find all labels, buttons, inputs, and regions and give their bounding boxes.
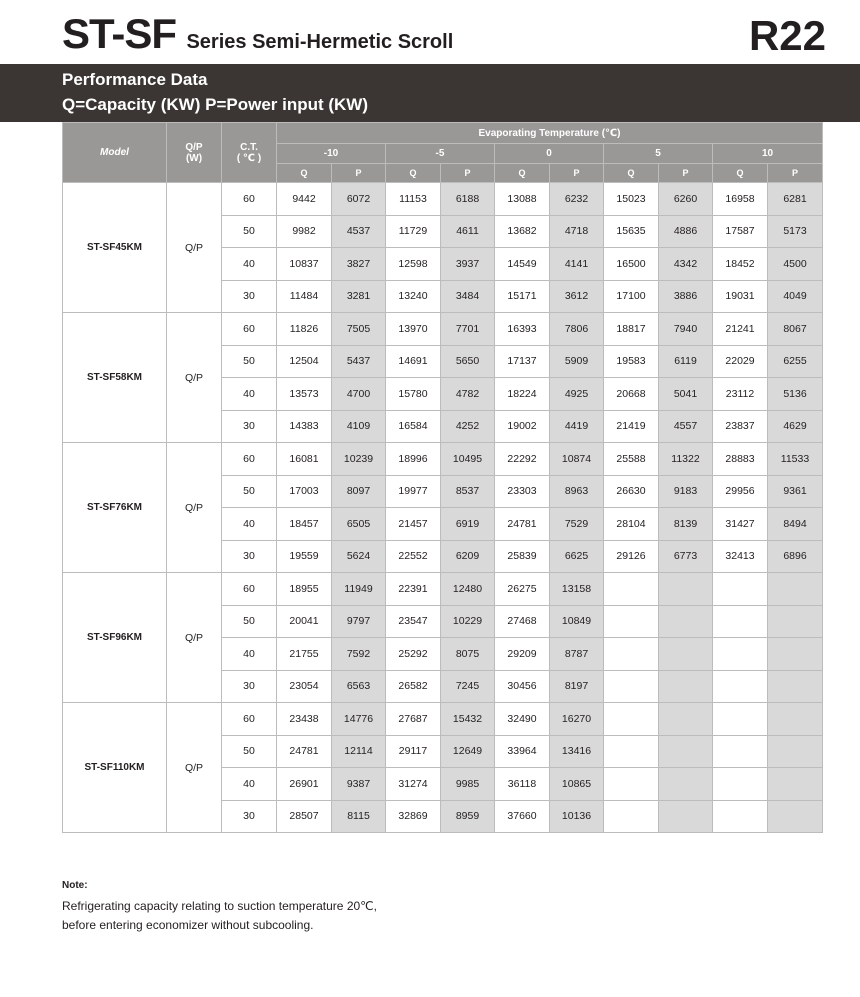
capacity-cell: 13088 (495, 183, 550, 216)
capacity-cell (604, 670, 659, 703)
power-cell: 4611 (441, 215, 495, 248)
capacity-cell: 11153 (386, 183, 441, 216)
capacity-cell: 23054 (277, 670, 332, 703)
capacity-cell: 18224 (495, 378, 550, 411)
capacity-cell: 26630 (604, 475, 659, 508)
capacity-cell: 25839 (495, 540, 550, 573)
condensing-temp-cell: 30 (222, 540, 277, 573)
power-cell: 16270 (550, 703, 604, 736)
capacity-cell (604, 735, 659, 768)
capacity-cell (604, 605, 659, 638)
power-cell: 12480 (441, 573, 495, 606)
condensing-temp-cell: 40 (222, 378, 277, 411)
power-cell: 10239 (332, 443, 386, 476)
model-name-cell: ST-SF45KM (63, 183, 167, 313)
capacity-cell (713, 605, 768, 638)
power-cell: 9797 (332, 605, 386, 638)
power-cell: 13158 (550, 573, 604, 606)
power-cell (659, 768, 713, 801)
capacity-cell: 24781 (495, 508, 550, 541)
power-cell: 4557 (659, 410, 713, 443)
capacity-cell: 10837 (277, 248, 332, 281)
capacity-cell: 21755 (277, 638, 332, 671)
capacity-cell: 12504 (277, 345, 332, 378)
evap-temp-header: 0 (495, 144, 604, 164)
power-cell: 6260 (659, 183, 713, 216)
power-cell: 7529 (550, 508, 604, 541)
ct-unit-line: ( ℃ ) (236, 152, 262, 164)
document-title (62, 10, 453, 58)
condensing-temp-cell: 60 (222, 313, 277, 346)
power-cell (659, 800, 713, 833)
condensing-temp-cell: 60 (222, 703, 277, 736)
power-cell: 5909 (550, 345, 604, 378)
power-cell (768, 638, 823, 671)
ct-header-line: C.T. (240, 141, 258, 153)
power-cell: 10136 (550, 800, 604, 833)
power-cell: 7245 (441, 670, 495, 703)
model-name-cell: ST-SF58KM (63, 313, 167, 443)
power-cell: 7592 (332, 638, 386, 671)
capacity-cell: 15171 (495, 280, 550, 313)
capacity-cell: 18452 (713, 248, 768, 281)
qp-cell: Q/P (167, 443, 222, 573)
capacity-cell: 29209 (495, 638, 550, 671)
capacity-cell (604, 800, 659, 833)
capacity-cell: 14691 (386, 345, 441, 378)
power-cell (768, 800, 823, 833)
capacity-cell: 26582 (386, 670, 441, 703)
power-subheader: P (550, 164, 604, 183)
condensing-temp-cell: 30 (222, 410, 277, 443)
power-cell: 3937 (441, 248, 495, 281)
capacity-cell: 26901 (277, 768, 332, 801)
capacity-subheader: Q (495, 164, 550, 183)
evap-temp-header: 10 (713, 144, 823, 164)
qp-header-line: Q/P (185, 141, 203, 153)
power-cell: 8959 (441, 800, 495, 833)
refrigerant-label: R22 (748, 12, 826, 59)
power-cell: 4629 (768, 410, 823, 443)
capacity-cell: 16393 (495, 313, 550, 346)
capacity-cell: 17003 (277, 475, 332, 508)
power-cell: 9183 (659, 475, 713, 508)
capacity-cell (604, 768, 659, 801)
capacity-cell: 13682 (495, 215, 550, 248)
banner-legend: Q=Capacity (KW) P=Power input (KW) (62, 95, 369, 114)
condensing-temp-cell: 40 (222, 768, 277, 801)
capacity-cell: 14549 (495, 248, 550, 281)
power-cell: 9361 (768, 475, 823, 508)
capacity-cell: 16081 (277, 443, 332, 476)
capacity-cell: 28104 (604, 508, 659, 541)
condensing-temp-cell: 40 (222, 248, 277, 281)
capacity-cell: 33964 (495, 735, 550, 768)
power-cell (659, 638, 713, 671)
model-column-header: Model (63, 123, 167, 183)
condensing-temp-cell: 50 (222, 735, 277, 768)
capacity-subheader: Q (386, 164, 441, 183)
capacity-cell: 13970 (386, 313, 441, 346)
power-cell: 5437 (332, 345, 386, 378)
power-cell: 6209 (441, 540, 495, 573)
condensing-temp-cell: 30 (222, 800, 277, 833)
capacity-cell: 22292 (495, 443, 550, 476)
power-subheader: P (659, 164, 713, 183)
capacity-cell (604, 703, 659, 736)
power-cell: 6505 (332, 508, 386, 541)
capacity-cell: 24781 (277, 735, 332, 768)
capacity-subheader: Q (277, 164, 332, 183)
power-cell: 3484 (441, 280, 495, 313)
power-cell: 10495 (441, 443, 495, 476)
capacity-cell: 22391 (386, 573, 441, 606)
capacity-cell: 36118 (495, 768, 550, 801)
capacity-cell: 26275 (495, 573, 550, 606)
capacity-cell (713, 638, 768, 671)
capacity-cell: 25292 (386, 638, 441, 671)
power-cell: 7505 (332, 313, 386, 346)
capacity-cell: 9442 (277, 183, 332, 216)
power-cell: 12649 (441, 735, 495, 768)
power-cell: 6919 (441, 508, 495, 541)
power-cell: 7940 (659, 313, 713, 346)
capacity-cell: 20041 (277, 605, 332, 638)
capacity-subheader: Q (713, 164, 768, 183)
power-cell (659, 573, 713, 606)
power-cell: 6281 (768, 183, 823, 216)
power-cell: 3612 (550, 280, 604, 313)
power-cell: 7806 (550, 313, 604, 346)
capacity-cell (713, 703, 768, 736)
capacity-subheader: Q (604, 164, 659, 183)
power-cell: 8537 (441, 475, 495, 508)
power-cell: 4109 (332, 410, 386, 443)
capacity-cell: 18817 (604, 313, 659, 346)
qp-cell: Q/P (167, 313, 222, 443)
power-cell: 3886 (659, 280, 713, 313)
power-cell (659, 703, 713, 736)
power-subheader: P (768, 164, 823, 183)
power-cell: 4925 (550, 378, 604, 411)
power-cell: 6896 (768, 540, 823, 573)
power-cell: 4718 (550, 215, 604, 248)
section-banner (0, 64, 860, 122)
power-cell: 8494 (768, 508, 823, 541)
power-cell: 4500 (768, 248, 823, 281)
condensing-temp-cell: 60 (222, 183, 277, 216)
capacity-cell: 11729 (386, 215, 441, 248)
capacity-cell: 23837 (713, 410, 768, 443)
capacity-cell (713, 735, 768, 768)
power-cell: 9985 (441, 768, 495, 801)
capacity-cell (713, 768, 768, 801)
capacity-cell: 29117 (386, 735, 441, 768)
power-cell: 4886 (659, 215, 713, 248)
capacity-cell (604, 638, 659, 671)
condensing-temp-cell: 60 (222, 443, 277, 476)
note-title: Note: (62, 880, 88, 891)
power-cell: 6625 (550, 540, 604, 573)
qp-cell: Q/P (167, 573, 222, 703)
power-cell: 12114 (332, 735, 386, 768)
power-cell: 10849 (550, 605, 604, 638)
power-cell: 4342 (659, 248, 713, 281)
capacity-cell (713, 800, 768, 833)
power-cell: 3827 (332, 248, 386, 281)
power-subheader: P (441, 164, 495, 183)
power-cell (768, 605, 823, 638)
power-cell: 4049 (768, 280, 823, 313)
capacity-cell: 29126 (604, 540, 659, 573)
power-cell: 6232 (550, 183, 604, 216)
capacity-cell: 21419 (604, 410, 659, 443)
power-cell: 15432 (441, 703, 495, 736)
capacity-cell (713, 573, 768, 606)
condensing-temp-cell: 50 (222, 215, 277, 248)
capacity-cell: 16958 (713, 183, 768, 216)
capacity-cell: 31274 (386, 768, 441, 801)
capacity-cell: 20668 (604, 378, 659, 411)
capacity-cell: 15023 (604, 183, 659, 216)
capacity-cell: 9982 (277, 215, 332, 248)
capacity-cell: 21457 (386, 508, 441, 541)
power-cell: 8097 (332, 475, 386, 508)
power-cell: 10874 (550, 443, 604, 476)
power-cell: 10229 (441, 605, 495, 638)
evap-temp-header: 5 (604, 144, 713, 164)
power-cell: 13416 (550, 735, 604, 768)
banner-heading: Performance Data (62, 70, 208, 89)
condensing-temp-cell: 30 (222, 670, 277, 703)
capacity-cell: 30456 (495, 670, 550, 703)
capacity-cell: 11484 (277, 280, 332, 313)
power-cell: 11949 (332, 573, 386, 606)
capacity-cell: 32413 (713, 540, 768, 573)
power-cell: 8075 (441, 638, 495, 671)
capacity-cell (604, 573, 659, 606)
table-row (63, 183, 823, 216)
condensing-temp-cell: 50 (222, 345, 277, 378)
model-prefix: ST-SF (62, 10, 177, 57)
capacity-cell: 19559 (277, 540, 332, 573)
power-cell: 5136 (768, 378, 823, 411)
model-name-cell: ST-SF96KM (63, 573, 167, 703)
capacity-cell: 28507 (277, 800, 332, 833)
condensing-temp-cell: 30 (222, 280, 277, 313)
capacity-cell: 27468 (495, 605, 550, 638)
capacity-cell: 18996 (386, 443, 441, 476)
note-line-1: Refrigerating capacity relating to suction temperature 20℃, (62, 899, 377, 913)
capacity-cell: 32869 (386, 800, 441, 833)
power-cell (768, 670, 823, 703)
power-cell: 6773 (659, 540, 713, 573)
power-cell (659, 735, 713, 768)
power-cell: 6119 (659, 345, 713, 378)
capacity-cell: 13573 (277, 378, 332, 411)
capacity-cell: 22552 (386, 540, 441, 573)
condensing-temp-cell: 40 (222, 508, 277, 541)
capacity-cell: 19002 (495, 410, 550, 443)
capacity-cell: 19977 (386, 475, 441, 508)
power-cell: 8787 (550, 638, 604, 671)
ct-column-header (222, 123, 277, 183)
capacity-cell: 37660 (495, 800, 550, 833)
power-cell: 4537 (332, 215, 386, 248)
power-cell: 8067 (768, 313, 823, 346)
capacity-cell: 15780 (386, 378, 441, 411)
model-name-cell: ST-SF110KM (63, 703, 167, 833)
power-cell (768, 573, 823, 606)
capacity-cell: 18457 (277, 508, 332, 541)
table-row (63, 703, 823, 736)
capacity-cell: 13240 (386, 280, 441, 313)
capacity-cell: 19031 (713, 280, 768, 313)
power-cell: 8139 (659, 508, 713, 541)
footnote (62, 880, 377, 935)
condensing-temp-cell: 50 (222, 475, 277, 508)
power-cell: 8197 (550, 670, 604, 703)
evap-temp-header: -5 (386, 144, 495, 164)
power-cell: 7701 (441, 313, 495, 346)
qp-cell: Q/P (167, 703, 222, 833)
capacity-cell: 14383 (277, 410, 332, 443)
evap-temp-header: -10 (277, 144, 386, 164)
qp-column-header (167, 123, 222, 183)
capacity-cell: 12598 (386, 248, 441, 281)
power-cell: 5650 (441, 345, 495, 378)
power-cell: 8963 (550, 475, 604, 508)
power-cell: 5173 (768, 215, 823, 248)
power-cell: 11533 (768, 443, 823, 476)
model-name-cell: ST-SF76KM (63, 443, 167, 573)
qp-unit-line: (W) (185, 152, 203, 164)
capacity-cell: 32490 (495, 703, 550, 736)
table-row (63, 573, 823, 606)
power-cell: 9387 (332, 768, 386, 801)
table-row (63, 313, 823, 346)
power-cell: 4700 (332, 378, 386, 411)
capacity-cell: 23303 (495, 475, 550, 508)
capacity-cell: 25588 (604, 443, 659, 476)
power-cell (768, 768, 823, 801)
capacity-cell: 17137 (495, 345, 550, 378)
power-subheader: P (332, 164, 386, 183)
power-cell: 4141 (550, 248, 604, 281)
power-cell: 14776 (332, 703, 386, 736)
capacity-cell (713, 670, 768, 703)
power-cell (768, 735, 823, 768)
condensing-temp-cell: 50 (222, 605, 277, 638)
power-cell: 10865 (550, 768, 604, 801)
capacity-cell: 16584 (386, 410, 441, 443)
power-cell (768, 703, 823, 736)
power-cell: 6255 (768, 345, 823, 378)
power-cell: 8115 (332, 800, 386, 833)
power-cell: 4419 (550, 410, 604, 443)
power-cell (659, 670, 713, 703)
power-cell: 6563 (332, 670, 386, 703)
capacity-cell: 17100 (604, 280, 659, 313)
power-cell: 6072 (332, 183, 386, 216)
capacity-cell: 23112 (713, 378, 768, 411)
table-row (63, 443, 823, 476)
power-cell: 5041 (659, 378, 713, 411)
capacity-cell: 29956 (713, 475, 768, 508)
capacity-cell: 19583 (604, 345, 659, 378)
power-cell: 4252 (441, 410, 495, 443)
power-cell: 6188 (441, 183, 495, 216)
capacity-cell: 18955 (277, 573, 332, 606)
power-cell: 3281 (332, 280, 386, 313)
capacity-cell: 28883 (713, 443, 768, 476)
condensing-temp-cell: 40 (222, 638, 277, 671)
capacity-cell: 23438 (277, 703, 332, 736)
capacity-cell: 22029 (713, 345, 768, 378)
condensing-temp-cell: 60 (222, 573, 277, 606)
evaporating-temperature-header: Evaporating Temperature (℃) (277, 123, 823, 144)
capacity-cell: 16500 (604, 248, 659, 281)
power-cell: 5624 (332, 540, 386, 573)
capacity-cell: 27687 (386, 703, 441, 736)
capacity-cell: 31427 (713, 508, 768, 541)
note-line-2: before entering economizer without subcooling. (62, 918, 314, 932)
performance-table (62, 122, 823, 833)
series-name: Series Semi-Hermetic Scroll (186, 31, 454, 53)
capacity-cell: 17587 (713, 215, 768, 248)
capacity-cell: 23547 (386, 605, 441, 638)
capacity-cell: 15635 (604, 215, 659, 248)
power-cell (659, 605, 713, 638)
capacity-cell: 21241 (713, 313, 768, 346)
capacity-cell: 11826 (277, 313, 332, 346)
qp-cell: Q/P (167, 183, 222, 313)
power-cell: 4782 (441, 378, 495, 411)
power-cell: 11322 (659, 443, 713, 476)
